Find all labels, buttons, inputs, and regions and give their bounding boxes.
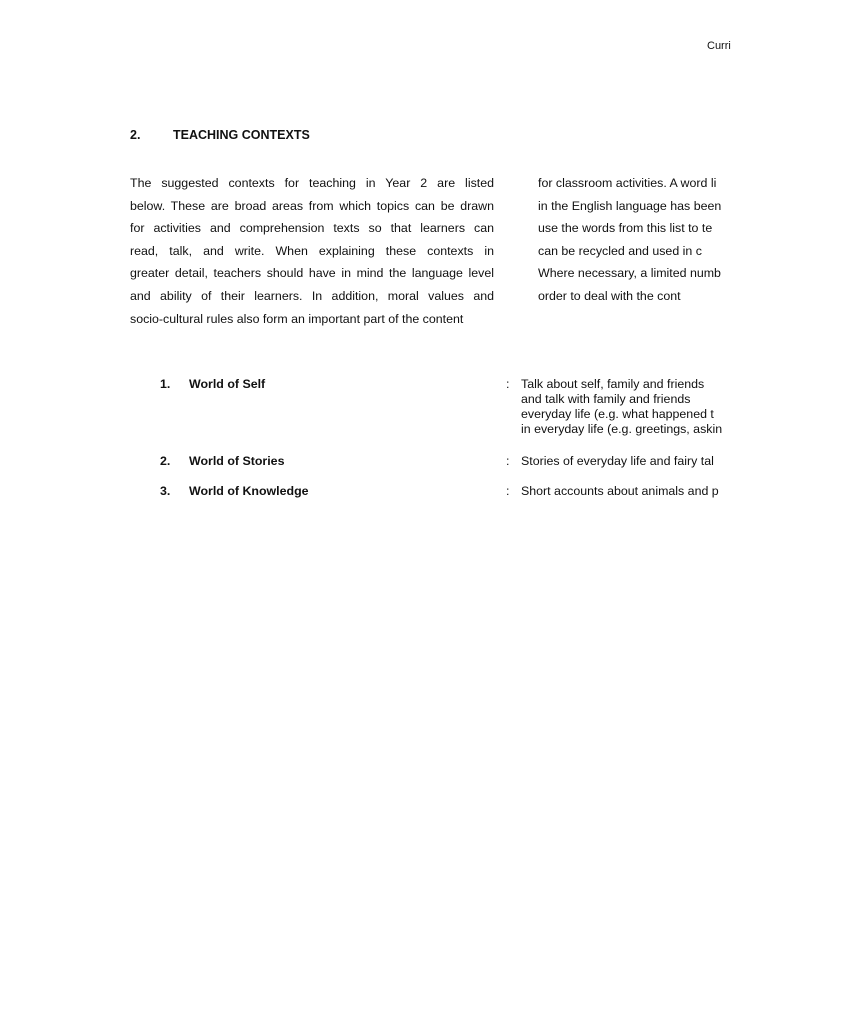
paragraph-line: can be recycled and used in c: [538, 243, 702, 258]
topic-number: 3.: [160, 484, 171, 498]
paragraph-line: greater detail, teachers should have in mind the language level: [130, 266, 494, 281]
topic-name: World of Stories: [189, 454, 285, 468]
topic-name: World of Knowledge: [189, 484, 309, 498]
topic-description: [521, 454, 761, 469]
left-text-column: [130, 172, 494, 330]
topic-item-world-of-knowledge: [160, 484, 760, 500]
paragraph-line: below. These are broad areas from which topics can be drawn: [130, 198, 494, 213]
running-header: Curri: [707, 40, 731, 52]
paragraph-line: in the English language has been: [538, 198, 722, 213]
paragraph-line: use the words from this list to te: [538, 221, 713, 236]
paragraph-line: and ability of their learners. In addition, moral values and: [130, 288, 494, 303]
description-line: Talk about self, family and friends: [521, 377, 705, 391]
topic-number: 2.: [160, 454, 171, 468]
description-line: Stories of everyday life and fairy tal: [521, 454, 714, 468]
topic-number: 1.: [160, 377, 171, 391]
paragraph-line: Where necessary, a limited numb: [538, 266, 721, 281]
description-line: in everyday life (e.g. greetings, askin: [521, 422, 723, 436]
paragraph-line: for activities and comprehension texts so that learners can: [130, 221, 494, 236]
topic-description: [521, 377, 761, 437]
topic-item-world-of-stories: [160, 454, 760, 470]
paragraph-line: order to deal with the cont: [538, 288, 681, 303]
topic-colon: :: [506, 454, 510, 468]
description-line: and talk with family and friends: [521, 392, 691, 406]
right-text-column: [538, 172, 858, 308]
paragraph-line: for classroom activities. A word li: [538, 176, 717, 190]
description-line: Short accounts about animals and p: [521, 484, 719, 498]
topic-colon: :: [506, 377, 510, 391]
topic-name: World of Self: [189, 377, 266, 391]
paragraph-line: socio-cultural rules also form an important part of the content: [130, 311, 464, 326]
paragraph-line: read, talk, and write. When explaining these contexts in: [130, 243, 494, 258]
description-line: everyday life (e.g. what happened t: [521, 407, 714, 421]
section-title: TEACHING CONTEXTS: [173, 128, 310, 142]
section-heading: [130, 128, 310, 142]
paragraph-line: The suggested contexts for teaching in Year 2 are listed: [130, 176, 494, 190]
topic-item-world-of-self: [160, 377, 760, 436]
topic-description: [521, 484, 761, 499]
topic-colon: :: [506, 484, 510, 498]
section-number: 2.: [130, 128, 141, 142]
